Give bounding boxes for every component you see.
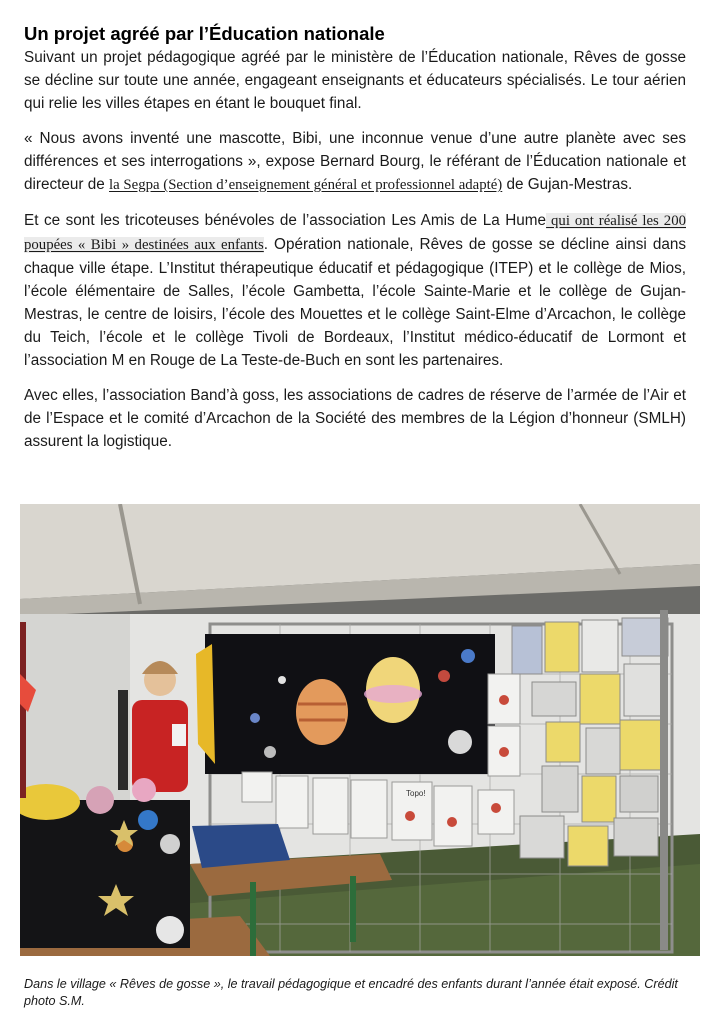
exhibition-photo-drawing [20, 504, 700, 956]
article-body [24, 46, 686, 465]
paragraph-3-text-a: Et ce sont les tricoteuses bénévoles de l’association Les Amis de La Hume [24, 212, 547, 229]
bibi-dolls-link[interactable]: qui ont réalisé les 200 poupées « Bibi » destinées aux enfants [24, 213, 686, 253]
paragraph-2-text-a: « Nous avons inventé une mascotte, Bibi, une inconnue venue d’une autre planète avec ses différences et ses interrogations », expose Bernard Bourg, le référant de l’Éducation nationale et directeur de [24, 130, 686, 193]
article-heading: Un projet agréé par l’Éducation nationale [24, 23, 385, 45]
paragraph-4: Avec elles, l’association Band’à goss, les associations de cadres de réserve de l’armée de l’Air et de l’Espace et le comité d’Arcachon de la Société des membres de la Légion d’honneur (SMLH) assurent la logistique. [24, 387, 686, 450]
poster-label: Topo! [406, 789, 426, 798]
photo-caption: Dans le village « Rêves de gosse », le travail pédagogique et encadré des enfants durant l’année était exposé. Crédit photo S.M. [24, 976, 678, 1008]
paragraph-1: Suivant un projet pédagogique agréé par le ministère de l’Éducation nationale, Rêves de gosse se décline sur toute une année, engageant enseignants et éducateurs spécialisés. Le tour aérien qui relie les villes étapes en étant le bouquet final. [24, 49, 686, 112]
paragraph-3-text-b: . Opération nationale, Rêves de gosse se décline ainsi dans chaque ville étape. L’Institut thérapeutique éducatif et pédagogique (ITEP) et le collège de Mios, l’école élémentaire de Salles, l’école Gambetta, l’école Sainte-Marie et le collège de Gujan-Mestras, le centre de loisirs, l’école des Mouettes et le collège Saint-Elme d’Arcachon, le collège du Teich, l’école et le collège Tivoli de Bordeaux, l’Institut médico-éducatif de Lormont et l’association M en Rouge de La Teste-de-Buch en sont les partenaires. [24, 236, 686, 369]
segpa-link[interactable]: la Segpa (Section d’enseignement général et professionnel adapté) [109, 177, 503, 193]
paragraph-3 [24, 209, 686, 372]
paragraph-2 [24, 127, 686, 197]
paragraph-2-text-b: de Gujan-Mestras. [502, 176, 633, 193]
exhibition-photo [20, 504, 700, 956]
